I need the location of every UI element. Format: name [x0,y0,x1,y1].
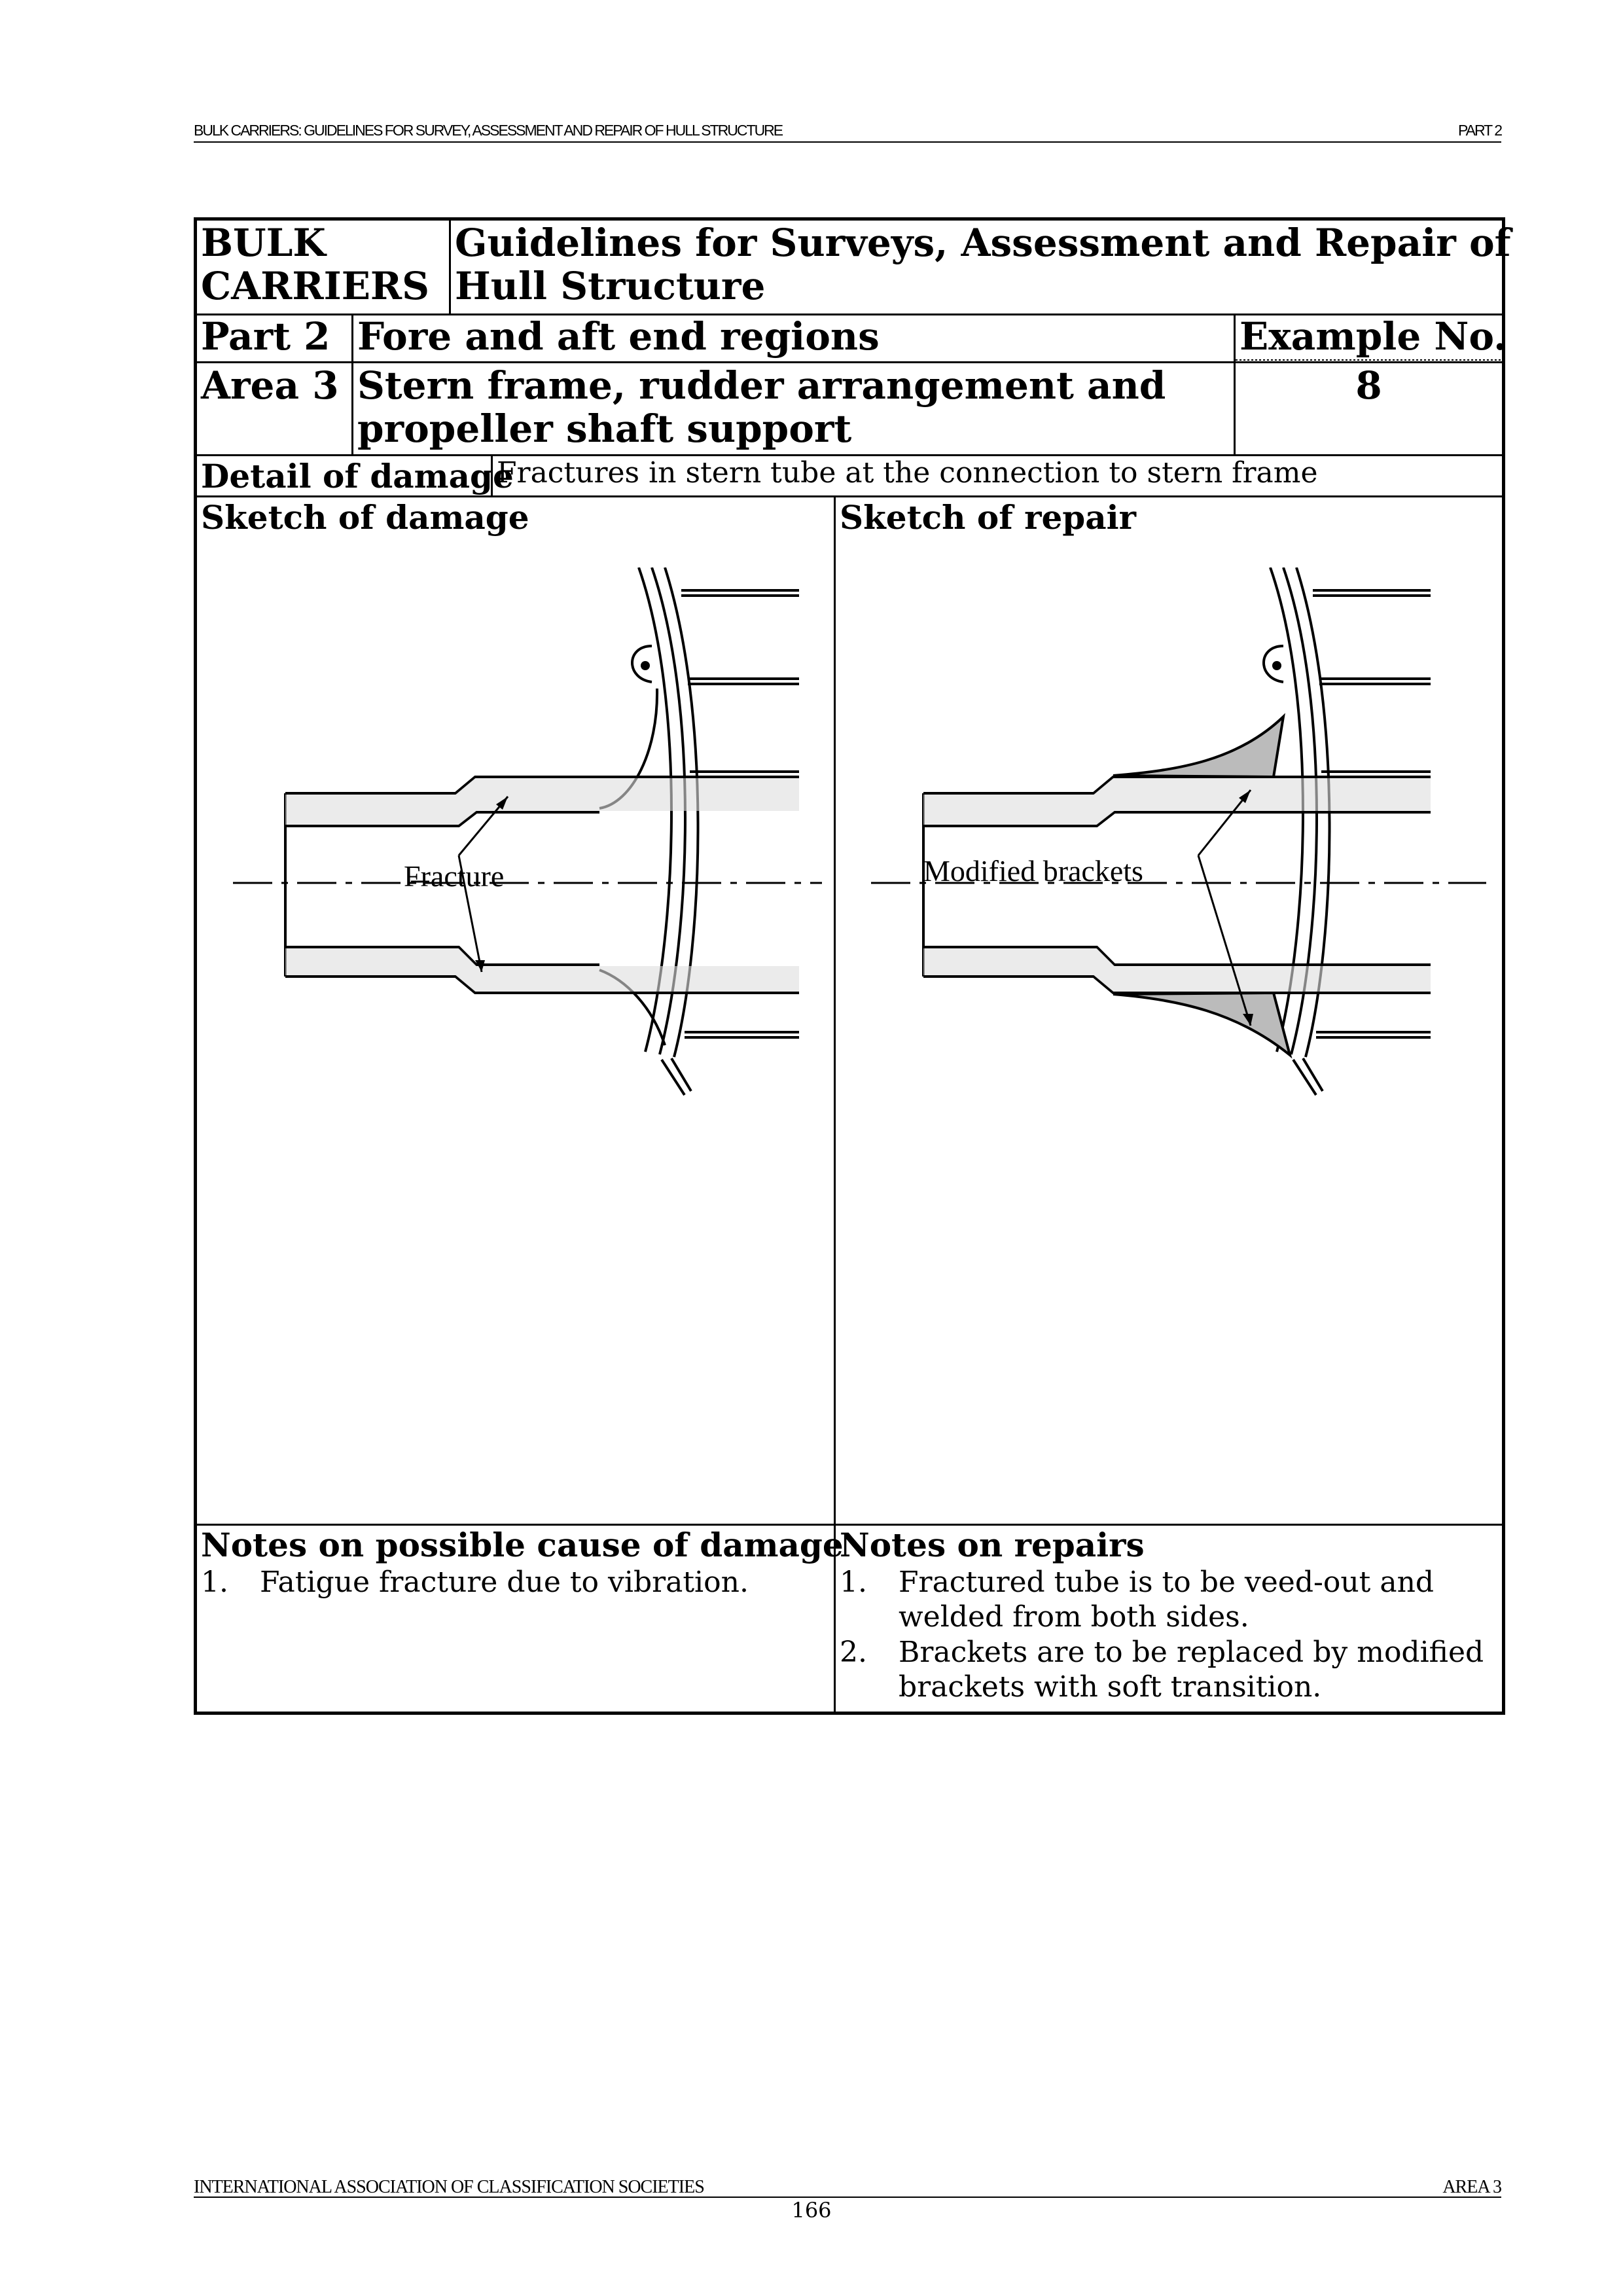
detail-text: Fractures in stern tube at the connection to stern frame [497,456,1318,490]
area-label: Area 3 [201,363,339,408]
org-line-2: CARRIERS [201,263,429,308]
col-divider-part [351,314,353,454]
page-number: 166 [791,2198,832,2223]
repair-item-1-line-2: welded from both sides. [899,1600,1249,1634]
sketch-damage-title: Sketch of damage [201,498,529,537]
cause-item-1-text: Fatigue fracture due to vibration. [260,1566,749,1599]
part-text: Fore and aft end regions [357,314,880,359]
example-number: 8 [1355,363,1382,408]
repair-item-1 [840,1566,1434,1635]
page-header [194,122,1501,143]
org-title [201,221,429,309]
footer-right-text: AREA 3 [1442,2177,1501,2197]
damage-label-fracture: Fracture [404,859,505,893]
page-footer [194,2177,1501,2198]
org-line-1: BULK [201,221,326,265]
part-label: Part 2 [201,314,330,359]
repair-item-1-line-1: Fractured tube is to be veed-out and [899,1566,1435,1599]
repair-item-2-number: 2. [840,1636,867,1669]
document-title-line-1: Guidelines for Surveys, Assessment and Repair of [455,221,1511,265]
sketch-repair-title: Sketch of repair [840,498,1136,537]
damage-example-table [194,217,1511,1715]
damage-sketch [233,567,822,1320]
repair-item-1-number: 1. [840,1566,867,1599]
area-text [357,363,1166,452]
cause-item-1-number: 1. [201,1566,228,1599]
area-line-2: propeller shaft support [357,406,852,451]
cause-item-1 [201,1566,749,1600]
header-left-text: BULK CARRIERS: GUIDELINES FOR SURVEY, ASSESSMENT AND REPAIR OF HULL STRUCTURE [194,122,783,139]
area-line-1: Stern frame, rudder arrangement and [357,363,1166,408]
notes-repair-title: Notes on repairs [840,1526,1145,1564]
header-right-text: PART 2 [1458,122,1501,139]
repair-item-2 [840,1636,1484,1705]
document-title [455,221,1511,309]
repair-item-2-line-1: Brackets are to be replaced by modified [899,1636,1484,1669]
detail-label: Detail of damage [201,457,514,495]
repair-sketch [871,567,1486,1320]
example-label: Example No. [1240,314,1507,359]
footer-left-text: INTERNATIONAL ASSOCIATION OF CLASSIFICATION SOCIETIES [194,2177,704,2197]
repair-item-2-line-2: brackets with soft transition. [899,1670,1322,1704]
notes-cause-title: Notes on possible cause of damage [201,1526,844,1564]
example-label-divider [1236,359,1502,361]
document-title-line-2: Hull Structure [455,263,766,308]
col-divider-org [449,221,451,314]
repair-label-modified-brackets: Modified brackets [923,854,1143,888]
